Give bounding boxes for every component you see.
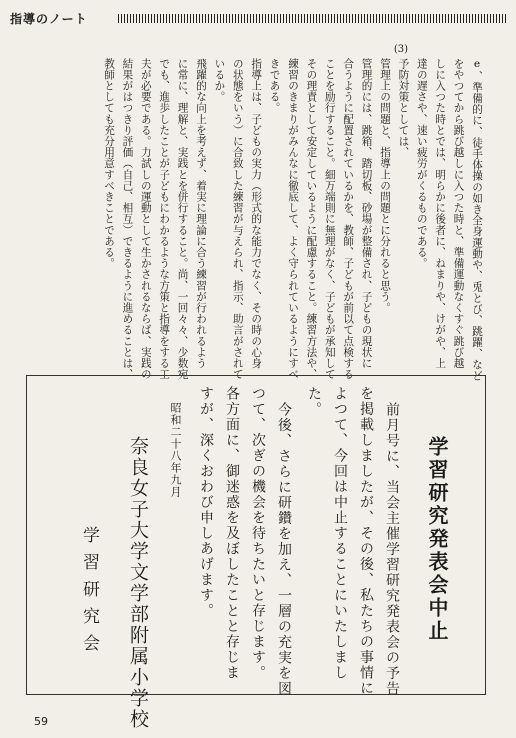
article-column: 合うように配置されているかを、教師、子どもが前以て点検する <box>342 58 355 380</box>
article-column: 予防対策としては、 <box>397 58 410 158</box>
article-column: をやつてから跳び越しに入つた時と、準備運動なくすぐ跳び越 <box>452 58 465 369</box>
notice-organization: 奈良女子大学文学部附属小学校 <box>127 436 149 730</box>
article-column: きである。 <box>268 58 281 114</box>
article-column: いるか。 <box>213 58 226 103</box>
article-column: ことを励行すること。細万端則に無理がなく、子どもが承知して <box>323 58 336 380</box>
article-column: 教師としても充分用意すべきことである。 <box>103 58 115 269</box>
page-header <box>0 0 516 46</box>
article-column: 夫が必要である。力試しの運動として生かされるならば、実践の <box>139 58 152 380</box>
article-column: 練習のきまりがみんなに徹底して、よく守られているようにすべ <box>287 58 299 380</box>
notice-sub-organization: 学習研究会 <box>79 526 99 661</box>
notice-line: を掲載しましたが、その後、私たちの事情に <box>358 386 374 696</box>
article-column: 管理的には、跳箱、踏切板、砂場が整備され、子どもの現状に <box>360 58 373 369</box>
article-column: e、準備的に、徒手体操の如き全身運動や、兎とび、跳躍、など <box>471 58 483 382</box>
notice-line: 前月号に、当会主催学習研究発表会の予告 <box>384 402 400 697</box>
notice-date: 昭和二十八年九月 <box>169 402 182 498</box>
notice-line: つて、次ぎの機会を待ちたいと存じます。 <box>250 386 266 681</box>
article-column: 達の遅さや、速い疲労がくるものである。 <box>415 58 428 269</box>
article-column: 管理上の問題と、指導上の問題とに分れると思う。 <box>379 58 391 314</box>
header-rule <box>118 14 506 23</box>
article-column: しに入つた時とでは、明らかに後者に、ねまりや、けがや、上 <box>434 58 447 369</box>
article-column: でも、進歩したことが子どもにわかるような方策と指導をする工 <box>158 58 171 380</box>
notice-line: 各方面に、御迷惑を及ぼしたことと存じま <box>224 386 240 681</box>
article-column: 結果がはつきり評価（自己、相互）できるように進めることは、 <box>121 58 134 380</box>
header-title: 指導のノート <box>10 12 88 26</box>
notice-line: すが、深くおわび申しあげます。 <box>198 386 214 619</box>
notice-title: 学習研究発表会中止 <box>425 436 449 643</box>
page-number: 59 <box>34 715 48 728</box>
notice-line: 今後、さらに研鑽を加え、一層の充実を図 <box>276 402 292 697</box>
article-column: 指導上は、子どもの実力（形式的な能力でなく、その時の心身 <box>250 58 263 369</box>
article-column: に常に、理解と、実践とを併行すること。尚、一回々々、少数宛 <box>176 58 189 380</box>
notice-line: よつて、今回は中止することにいたしまし <box>332 386 348 681</box>
article-column: 飛躍的な向上を考えず、着実に理論に合う練習が行われるよう <box>195 58 207 369</box>
article-column: の状態をいう）に合致した練習が与えられ、指示、助言がされて <box>231 58 244 380</box>
notice-line: た。 <box>306 386 322 417</box>
section-number: (3) <box>393 44 408 55</box>
article-body <box>82 44 483 382</box>
article-column: その理責として安定しているように配慮すること。練習方法や、 <box>305 58 318 380</box>
